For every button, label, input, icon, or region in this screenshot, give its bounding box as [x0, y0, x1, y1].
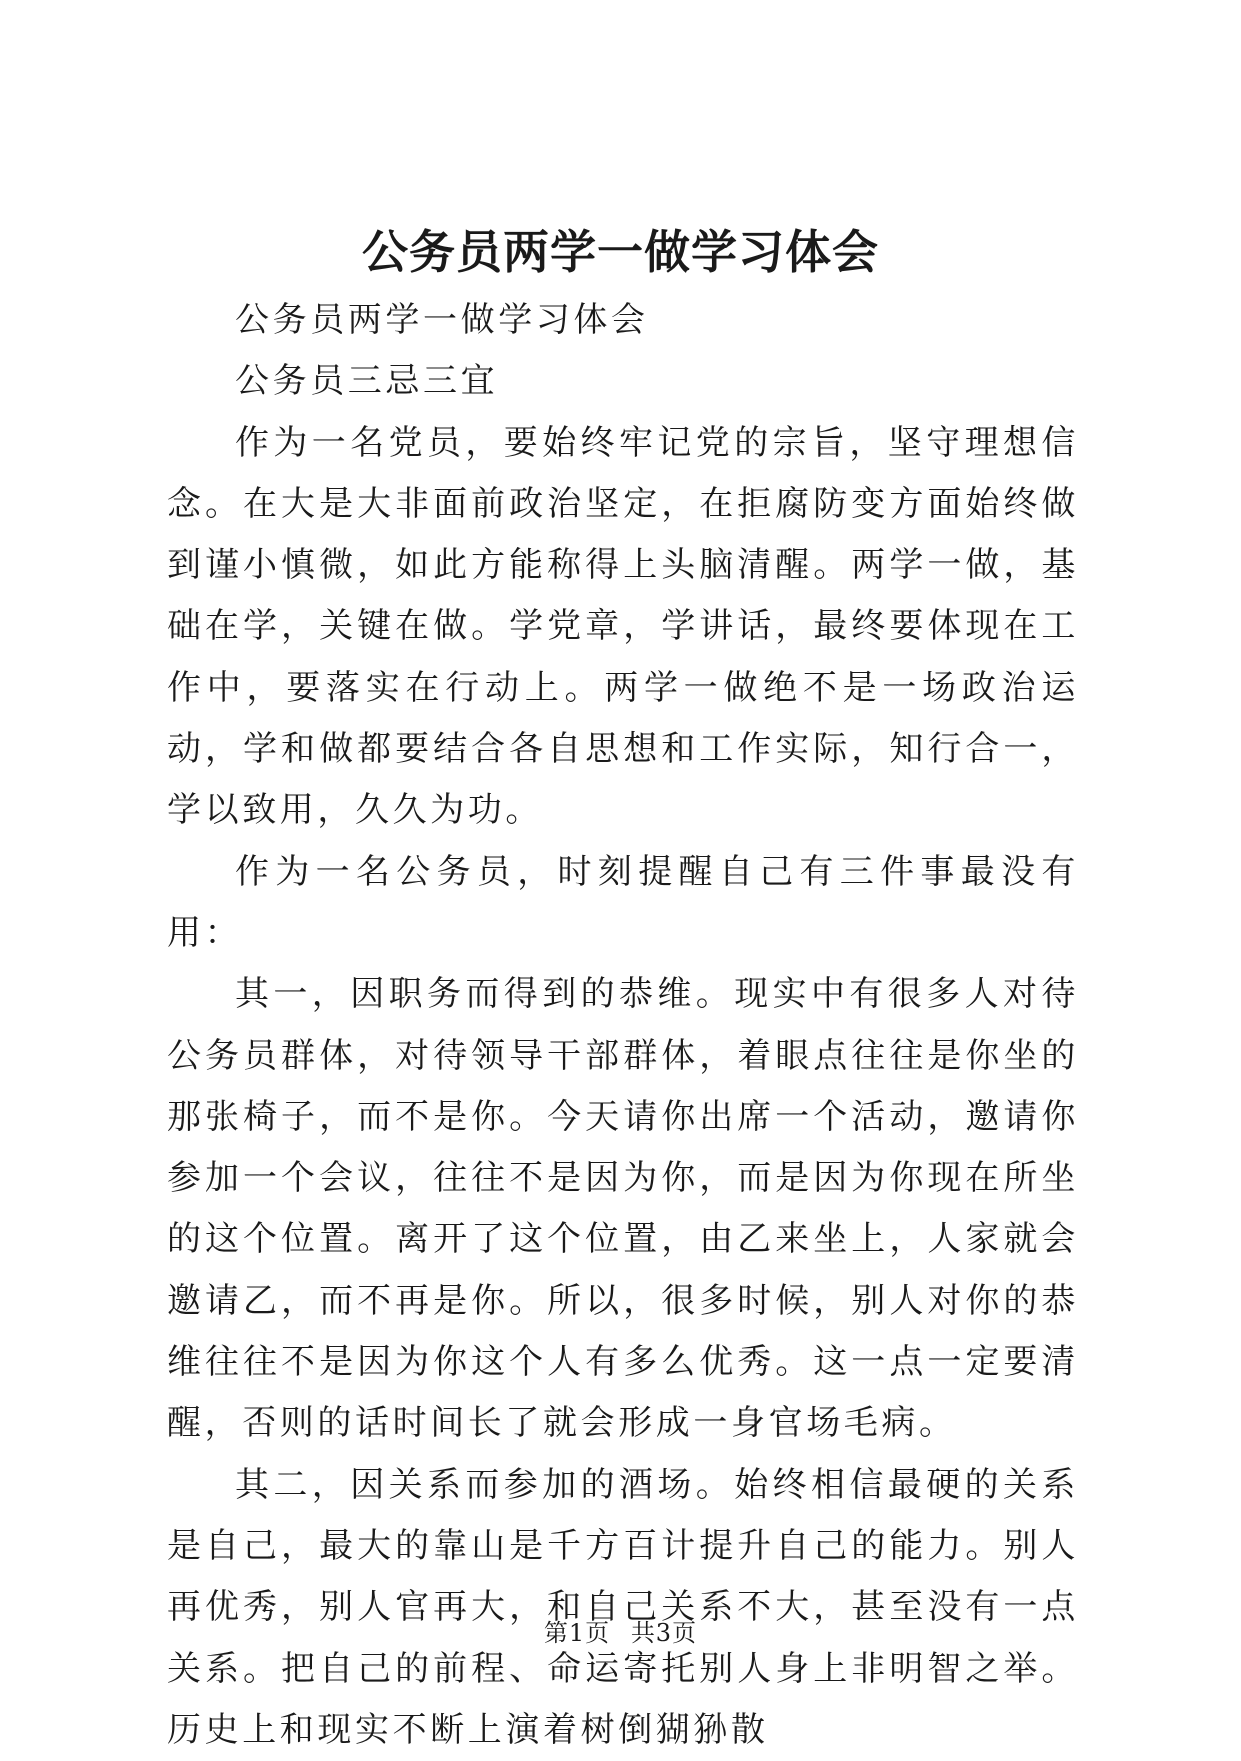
paragraph-point-one: 其一，因职务而得到的恭维。现实中有很多人对待公务员群体，对待领导干部群体，着眼点往往是你坐的那张椅子，而不是你。今天请你出席一个活动，邀请你参加一个会议，往往不是因为你，而是因为你现在所坐的这个位置。离开了这个位置，由乙来坐上，人家就会邀请乙，而不再是你。所以，很多时候，别人对你的恭维往往不是因为你这个人有多么优秀。这一点一定要清醒，否则的话时间长了就会形成一身官场毛病。	[167, 974, 1079, 1444]
paragraph-point-two: 其二，因关系而参加的酒场。始终相信最硬的关系是自己，最大的靠山是千方百计提升自己的能力。别人再优秀，别人官再大，和自己关系不大，甚至没有一点关系。把自己的前程、命运寄托别人身上非明智之举。历史上和现实不断上演着树倒猢狲散	[167, 1464, 1079, 1750]
document-body	[167, 290, 1079, 1761]
page-total: 共3页	[630, 1619, 698, 1647]
page-footer	[0, 1618, 1241, 1648]
paragraph-heading: 公务员三忌三宜	[235, 361, 499, 402]
paragraph-subtitle: 公务员两学一做学习体会	[235, 300, 649, 340]
paragraph-three-things: 作为一名公务员，时刻提醒自己有三件事最没有用：	[167, 851, 1079, 953]
paragraph-intro: 作为一名党员，要始终牢记党的宗旨，坚守理想信念。在大是大非面前政治坚定，在拒腐防变方面始终做到谨小慎微，如此方能称得上头脑清醒。两学一做，基础在学，关键在做。学党章，学讲话，最终要体现在工作中，要落实在行动上。两学一做绝不是一场政治运动，学和做都要结合各自思想和工作实际，知行合一，学以致用，久久为功。	[167, 422, 1079, 831]
page-number: 第1页	[543, 1619, 611, 1647]
document-title: 公务员两学一做学习体会	[362, 225, 879, 279]
